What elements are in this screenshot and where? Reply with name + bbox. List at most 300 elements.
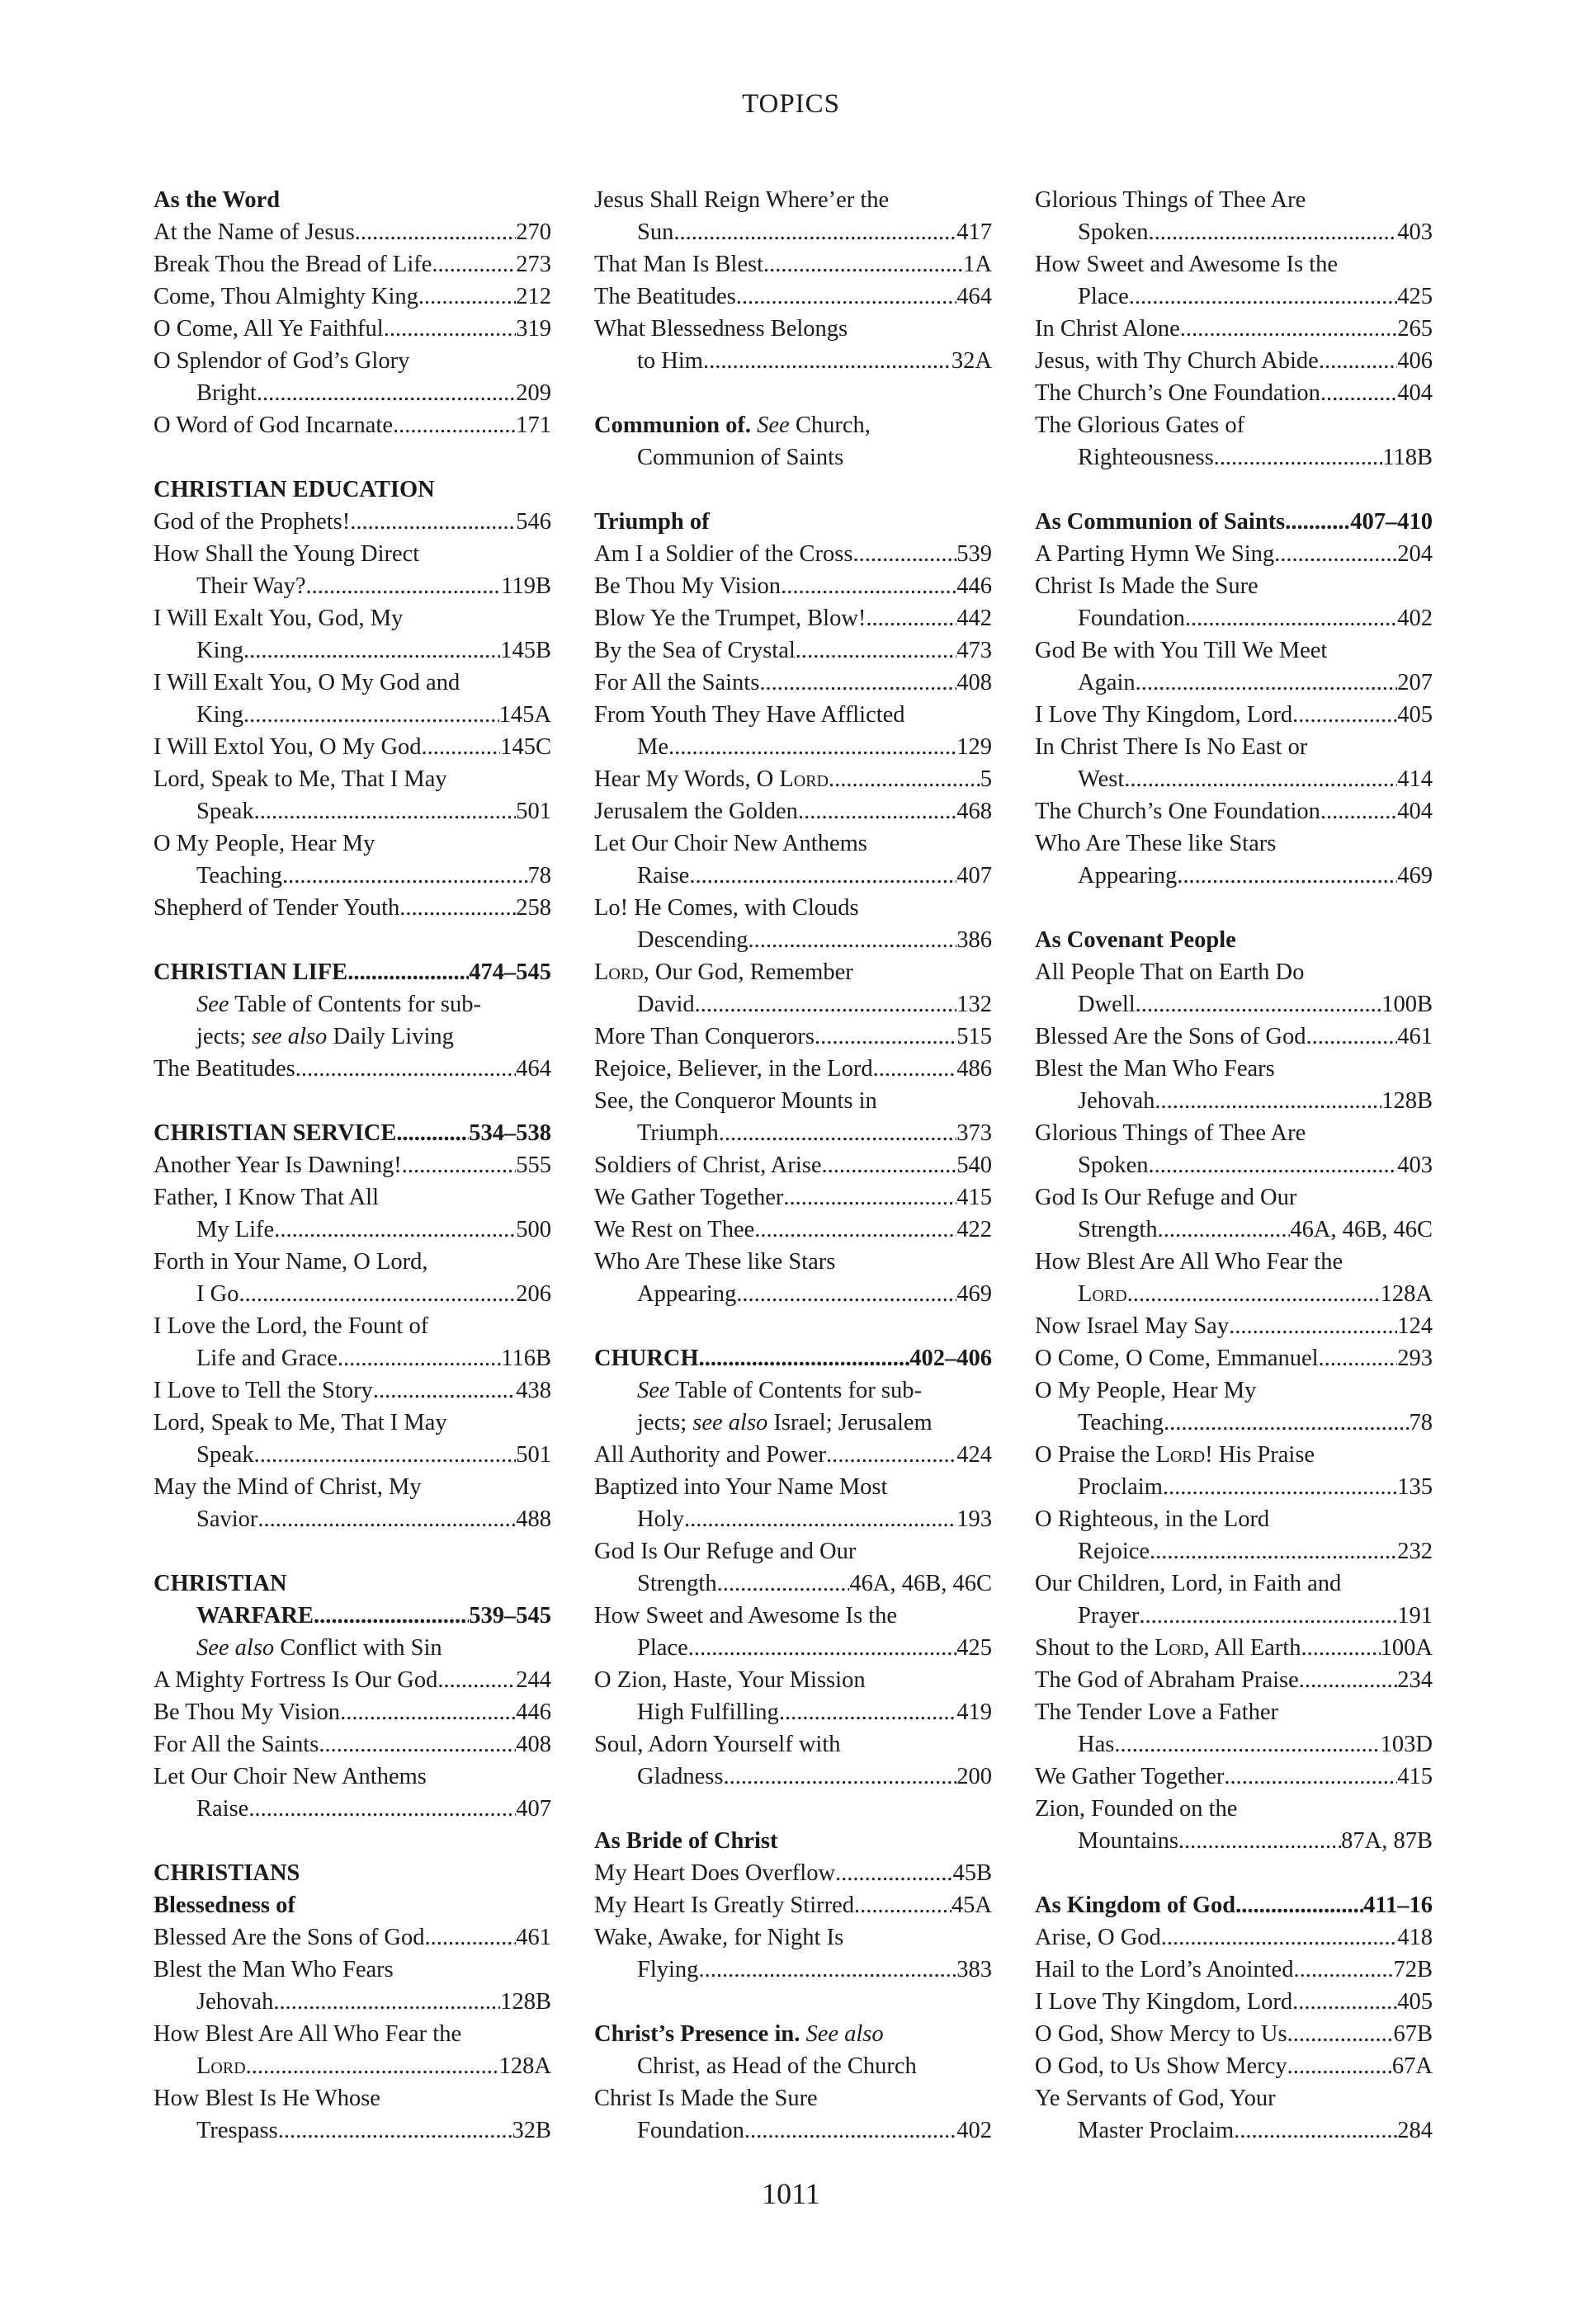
hymn-number: 474–545 — [469, 959, 551, 985]
dot-leader — [1287, 2018, 1394, 2050]
entry-title — [1035, 377, 1320, 409]
hymn-number: 319 — [516, 316, 551, 342]
dot-leader — [673, 216, 956, 248]
dot-leader — [1293, 1954, 1393, 1986]
index-entry — [1035, 1278, 1433, 1310]
entry-title — [594, 1857, 835, 1889]
index-entry-line: Christ Is Made the Sure — [594, 2086, 818, 2111]
entry-title — [1078, 1471, 1163, 1503]
hymn-number: 87A, 87B — [1341, 1828, 1433, 1854]
entry-title-text: Raise — [637, 863, 690, 889]
index-entry-line: See, the Conqueror Mounts in — [594, 1088, 877, 1114]
index-entry-line: God Be with You Till We Meet — [1035, 638, 1328, 663]
entry-title-text: , All Earth — [1203, 1635, 1301, 1661]
index-entry-line: Let Our Choir New Anthems — [594, 831, 867, 856]
spacer — [594, 377, 992, 409]
hymn-number: 404 — [1397, 799, 1433, 824]
entry-title-text: Shout to the — [1035, 1635, 1149, 1661]
index-entry — [153, 409, 551, 441]
index-entry-line: From Youth They Have Afflicted — [594, 702, 905, 728]
entry-title-text: Has — [1078, 1732, 1115, 1757]
dot-leader — [852, 538, 956, 570]
entry-title-text: Spoken — [1078, 1153, 1149, 1178]
entry-title — [196, 1986, 273, 2018]
index-entry — [153, 1600, 551, 1632]
hymn-number: 469 — [956, 1281, 992, 1307]
dot-leader — [248, 1793, 516, 1825]
dot-leader — [338, 1342, 501, 1374]
entry-title-text: Strength — [637, 1571, 717, 1596]
entry-title — [196, 1342, 338, 1374]
entry-title-text: Mountains — [1078, 1828, 1178, 1854]
hymn-number: 486 — [956, 1056, 992, 1082]
entry-title — [1078, 1278, 1127, 1310]
index-entry — [594, 570, 992, 602]
entry-title-text: Prayer — [1078, 1603, 1140, 1629]
index-entry — [594, 924, 992, 956]
index-entry — [1035, 1921, 1433, 1954]
topic-heading: As Covenant People — [1035, 927, 1236, 953]
cross-reference-text: Christ, as Head of the Church — [637, 2053, 917, 2079]
entry-title — [594, 1889, 854, 1921]
entry-title — [153, 1149, 402, 1181]
index-entry-line: How Sweet and Awesome Is the — [594, 1603, 898, 1629]
entry-title-text: Foundation — [637, 2118, 744, 2143]
index-entry — [153, 1664, 551, 1696]
dot-leader — [306, 570, 502, 602]
entry-title-text: My Heart Does Overflow — [594, 1860, 836, 1886]
dot-leader — [1299, 1664, 1398, 1696]
hymn-number: 418 — [1397, 1925, 1433, 1950]
entry-title — [594, 248, 763, 280]
hymn-number: 135 — [1397, 1474, 1433, 1500]
entry-title-text: O Come, All Ye Faithful — [153, 316, 384, 342]
dot-leader — [1129, 280, 1398, 313]
entry-title — [196, 1278, 238, 1310]
dot-leader — [350, 506, 516, 538]
entry-title-text: The God of Abraham Praise — [1035, 1667, 1299, 1693]
index-entry-line: How Sweet and Awesome Is the — [1035, 252, 1339, 277]
entry-title-text: West — [1078, 766, 1125, 792]
index-entry-line: Let Our Choir New Anthems — [153, 1764, 427, 1789]
index-entry — [1035, 280, 1433, 313]
entry-title-text: Sun — [637, 219, 674, 245]
dot-leader — [684, 1503, 956, 1535]
cross-reference-text: see also — [692, 1410, 768, 1435]
hymn-number: 128A — [498, 2053, 551, 2079]
hymn-number: 403 — [1397, 1153, 1433, 1178]
topic-heading: CHRISTIAN EDUCATION — [153, 477, 435, 502]
dot-leader — [1274, 538, 1397, 570]
entry-title — [153, 956, 347, 988]
cross-reference-text: Communion of Saints — [637, 445, 844, 470]
entry-title-text: I Will Extol You, O My God — [153, 734, 422, 760]
dot-leader — [1185, 602, 1397, 634]
entry-title — [637, 1567, 717, 1600]
index-entry — [594, 1954, 992, 1986]
entry-title-text: Jesus, with Thy Church Abide — [1035, 348, 1319, 374]
dot-leader — [796, 634, 956, 667]
spacer — [153, 441, 551, 474]
entry-title-text: King — [196, 702, 243, 728]
hymn-number: 546 — [516, 509, 551, 535]
entry-title — [1078, 1535, 1150, 1567]
hymn-number: 555 — [516, 1153, 551, 1178]
hymn-number: 417 — [956, 219, 992, 245]
index-entry — [1035, 1407, 1433, 1439]
entry-title — [1035, 1632, 1301, 1664]
index-entry — [594, 1889, 992, 1921]
index-entry — [153, 731, 551, 763]
index-entry — [153, 1342, 551, 1374]
hymn-number: 244 — [516, 1667, 551, 1693]
entry-title-text: Bright — [196, 380, 257, 406]
dot-leader — [754, 1214, 956, 1246]
index-entry — [153, 1117, 551, 1149]
entry-title — [594, 1053, 873, 1085]
entry-title — [594, 1439, 826, 1471]
cross-reference-text: Lord — [1155, 1442, 1206, 1468]
entry-title — [1035, 699, 1292, 731]
dot-leader — [1292, 1986, 1397, 2018]
index-entry — [1035, 1021, 1433, 1053]
hymn-number: 404 — [1397, 380, 1433, 406]
entry-title-text: Rejoice — [1078, 1539, 1150, 1564]
entry-title-text: Triumph — [637, 1120, 719, 1146]
hymn-number: 284 — [1397, 2118, 1433, 2143]
index-column-2 — [594, 184, 992, 2147]
spacer — [1035, 474, 1433, 506]
index-entry — [594, 1117, 992, 1149]
topic-heading: Blessedness of — [153, 1893, 295, 1918]
entry-title — [1035, 2018, 1287, 2050]
entry-title — [153, 731, 422, 763]
entry-title-text: Speak — [196, 1442, 254, 1468]
cross-reference-line — [153, 1021, 551, 1053]
hymn-number: 1A — [963, 252, 992, 277]
entry-title-text: I Love Thy Kingdom, Lord — [1035, 702, 1293, 728]
entry-title-text: Strength — [1078, 1217, 1158, 1242]
index-entry — [153, 1053, 551, 1085]
entry-title-text: Place — [637, 1635, 688, 1661]
hymn-number: 145A — [498, 702, 551, 728]
hymn-number: 46A, 46B, 46C — [1290, 1217, 1433, 1242]
spacer — [594, 1986, 992, 2018]
entry-title — [196, 1214, 274, 1246]
entry-title — [153, 1696, 340, 1728]
index-column-1 — [153, 184, 551, 2147]
hymn-number: 145C — [500, 734, 551, 760]
entry-title-smallcaps: Lord — [779, 766, 829, 792]
hymn-number: 212 — [516, 284, 551, 309]
dot-leader — [1235, 1889, 1363, 1921]
entry-title-text: Again — [1078, 670, 1136, 695]
dot-leader — [1301, 1632, 1380, 1664]
index-entry-line: How Blest Are All Who Fear the — [153, 2021, 462, 2047]
index-entry-line: Blest the Man Who Fears — [1035, 1056, 1275, 1082]
entry-title-text: Another Year Is Dawning! — [153, 1153, 402, 1178]
entry-title-text: Teaching — [1078, 1410, 1164, 1435]
dot-leader — [1320, 377, 1397, 409]
index-entry-line: How Shall the Young Direct — [153, 541, 420, 567]
entry-title — [594, 602, 866, 634]
entry-title-text: Rejoice, Believer, in the Lord — [594, 1056, 873, 1082]
dot-leader — [418, 280, 516, 313]
entry-title-text: Me — [637, 734, 668, 760]
dot-leader — [355, 216, 516, 248]
entry-title-text: I Love to Tell the Story — [153, 1378, 373, 1403]
entry-title — [594, 1181, 783, 1214]
index-entry — [1035, 345, 1433, 377]
entry-title-text: Appearing — [637, 1281, 737, 1307]
index-entry — [594, 602, 992, 634]
hymn-number: 145B — [500, 638, 551, 663]
entry-title — [594, 570, 781, 602]
hymn-number: 419 — [956, 1699, 992, 1725]
cross-reference-text: Table of Contents for sub- — [229, 992, 481, 1017]
cross-reference-text: , Our God, Remember — [643, 959, 853, 985]
index-entry — [1035, 2114, 1433, 2147]
index-entry — [1035, 795, 1433, 827]
cross-reference-text: See — [637, 1378, 670, 1403]
index-entry — [594, 1278, 992, 1310]
index-entry — [594, 1214, 992, 1246]
hymn-number: 67A — [1391, 2053, 1433, 2079]
index-entry — [1035, 988, 1433, 1021]
dot-leader — [703, 345, 952, 377]
dot-leader — [719, 1117, 957, 1149]
entry-title — [1035, 1310, 1229, 1342]
hymn-number: 446 — [956, 573, 992, 599]
entry-title — [594, 1149, 822, 1181]
hymn-number: 193 — [956, 1506, 992, 1532]
entry-title — [594, 1342, 699, 1374]
index-entry — [1035, 1825, 1433, 1857]
entry-title — [1035, 1889, 1235, 1921]
index-entry — [594, 1632, 992, 1664]
cross-reference-text: ! His Praise — [1205, 1442, 1315, 1468]
entry-title-text: Be Thou My Vision — [153, 1699, 341, 1725]
hymn-number: 204 — [1397, 541, 1433, 567]
hymn-number: 258 — [516, 895, 551, 921]
index-entry — [153, 634, 551, 667]
cross-reference-line — [153, 988, 551, 1021]
entry-title — [1078, 1214, 1158, 1246]
entry-title-text: Righteousness — [1078, 445, 1214, 470]
entry-title-text: O God, to Us Show Mercy — [1035, 2053, 1287, 2079]
index-entry — [153, 892, 551, 924]
hymn-number: 373 — [956, 1120, 992, 1146]
index-entry-line: O Splendor of God’s Glory — [153, 348, 410, 374]
dot-leader — [243, 699, 499, 731]
index-entry — [594, 860, 992, 892]
index-entry-line: Lord, Speak to Me, That I May — [153, 766, 447, 792]
index-entry — [594, 538, 992, 570]
entry-title-text: Teaching — [196, 863, 283, 889]
entry-title-text: God of the Prophets! — [153, 509, 351, 535]
index-entry — [1035, 860, 1433, 892]
hymn-number: 464 — [956, 284, 992, 309]
entry-title — [1078, 1407, 1164, 1439]
entry-title-text: Blessed Are the Sons of God — [153, 1925, 425, 1950]
entry-title — [637, 1696, 779, 1728]
entry-title — [1035, 1342, 1319, 1374]
dot-leader — [829, 763, 980, 795]
entry-title — [196, 860, 282, 892]
cross-reference-text: Table of Contents for sub- — [669, 1378, 922, 1403]
hymn-number: 534–538 — [469, 1120, 551, 1146]
hymn-number: 78 — [527, 863, 551, 889]
index-entry — [153, 313, 551, 345]
index-entry-line: The Glorious Gates of — [1035, 412, 1245, 438]
index-entry — [594, 1857, 992, 1889]
entry-title — [153, 892, 399, 924]
dot-leader — [736, 280, 957, 313]
hymn-number: 45A — [951, 1893, 992, 1918]
index-entry — [1035, 377, 1433, 409]
hymn-number: 402 — [1397, 606, 1433, 631]
entry-title — [1078, 1825, 1178, 1857]
index-entry — [153, 1149, 551, 1181]
index-entry — [153, 1696, 551, 1728]
dot-leader — [274, 1214, 516, 1246]
index-entry — [594, 1503, 992, 1535]
cross-reference-line — [1035, 1439, 1433, 1471]
entry-title-text: In Christ Alone — [1035, 316, 1180, 342]
entry-title — [637, 1503, 684, 1535]
entry-title — [637, 2114, 744, 2147]
spacer — [153, 924, 551, 956]
dot-leader — [866, 602, 956, 634]
spacer — [1035, 1857, 1433, 1889]
index-entry — [594, 280, 992, 313]
dot-leader — [1306, 1021, 1398, 1053]
cross-reference-text: Conflict with Sin — [274, 1635, 442, 1661]
hymn-number: 415 — [956, 1185, 992, 1210]
cross-reference-text: see also — [252, 1024, 328, 1049]
entry-title-text: For All the Saints — [594, 670, 760, 695]
entry-title — [1078, 763, 1124, 795]
hymn-number: 540 — [956, 1153, 992, 1178]
entry-title — [637, 1278, 736, 1310]
entry-title-text: Proclaim — [1078, 1474, 1163, 1500]
dot-leader — [1155, 1085, 1381, 1117]
hymn-number: 118B — [1382, 445, 1433, 470]
dot-leader — [1163, 1471, 1397, 1503]
index-entry — [153, 1503, 551, 1535]
dot-leader — [1177, 860, 1397, 892]
cross-reference-line — [594, 409, 992, 441]
index-entry — [1035, 1600, 1433, 1632]
hymn-number: 461 — [1397, 1024, 1433, 1049]
entry-title-text: Their Way? — [196, 573, 306, 599]
entry-title-text: Speak — [196, 799, 254, 824]
hymn-number: 446 — [516, 1699, 551, 1725]
cross-reference-text: Communion of. — [594, 412, 758, 438]
dot-leader — [340, 1696, 516, 1728]
dot-leader — [319, 1728, 516, 1761]
index-entry — [153, 1278, 551, 1310]
index-entry-line: The Tender Love a Father — [1035, 1699, 1279, 1725]
index-entry — [1035, 1342, 1433, 1374]
index-entry — [1035, 2050, 1433, 2082]
entry-title-text: As Communion of Saints — [1035, 509, 1286, 535]
entry-title-text: My Life — [196, 1217, 275, 1242]
hymn-number: 461 — [516, 1925, 551, 1950]
dot-leader — [1229, 1310, 1397, 1342]
topic-heading: CHRISTIAN — [153, 1571, 287, 1596]
entry-title — [637, 1632, 688, 1664]
entry-title — [637, 1954, 698, 1986]
entry-title — [1035, 506, 1285, 538]
hymn-number: 539 — [956, 541, 992, 567]
entry-title — [594, 763, 829, 795]
index-entry — [153, 1214, 551, 1246]
dot-leader — [1150, 1535, 1397, 1567]
index-entry — [1035, 1085, 1433, 1117]
dot-leader — [347, 956, 469, 988]
entry-title — [637, 345, 703, 377]
dot-leader — [1124, 763, 1397, 795]
hymn-number: 171 — [516, 412, 551, 438]
spacer — [153, 1825, 551, 1857]
dot-leader — [1158, 1214, 1291, 1246]
dot-leader — [393, 409, 516, 441]
index-entry — [153, 1439, 551, 1471]
hymn-number: 293 — [1397, 1346, 1433, 1371]
index-entry — [1035, 699, 1433, 731]
entry-title-text: By the Sea of Crystal — [594, 638, 796, 663]
index-entry-line: Father, I Know That All — [153, 1185, 380, 1210]
index-entry-line: Soul, Adorn Yourself with — [594, 1732, 841, 1757]
index-entry — [1035, 1149, 1433, 1181]
index-entry — [153, 216, 551, 248]
index-entry — [153, 570, 551, 602]
index-entry-line: What Blessedness Belongs — [594, 316, 848, 342]
index-entry — [153, 2114, 551, 2147]
dot-leader — [373, 1374, 516, 1407]
entry-title-text: The Church’s One Foundation — [1035, 380, 1320, 406]
hymn-number: 232 — [1397, 1539, 1433, 1564]
dot-leader — [1320, 795, 1397, 827]
index-entry-line: I Love the Lord, the Fount of — [153, 1313, 429, 1339]
hymn-number: 501 — [516, 799, 551, 824]
entry-title — [1035, 1761, 1224, 1793]
dot-leader — [759, 667, 956, 699]
dot-leader — [254, 795, 517, 827]
entry-title — [1078, 602, 1185, 634]
entry-title-text: Jehovah — [196, 1989, 274, 2015]
hymn-number: 100A — [1380, 1635, 1433, 1661]
index-entry-line: Wake, Awake, for Night Is — [594, 1925, 844, 1950]
dot-leader — [257, 377, 516, 409]
hymn-number: 270 — [516, 219, 551, 245]
entry-title-text: Jerusalem the Golden — [594, 799, 798, 824]
entry-title-text: The Church’s One Foundation — [1035, 799, 1320, 824]
entry-title — [1035, 345, 1319, 377]
index-entry — [594, 731, 992, 763]
entry-title — [637, 216, 673, 248]
cross-reference-text: See — [196, 992, 229, 1017]
entry-title — [594, 280, 736, 313]
entry-title-text: As Kingdom of God — [1035, 1893, 1236, 1918]
hymn-number: 442 — [956, 606, 992, 631]
hymn-number: 45B — [952, 1860, 992, 1886]
cross-reference-text: Israel; Jerusalem — [767, 1410, 933, 1435]
entry-title-text: Raise — [196, 1796, 249, 1822]
entry-title-text: WARFARE — [196, 1603, 314, 1629]
index-entry-line: Who Are These like Stars — [594, 1249, 836, 1275]
